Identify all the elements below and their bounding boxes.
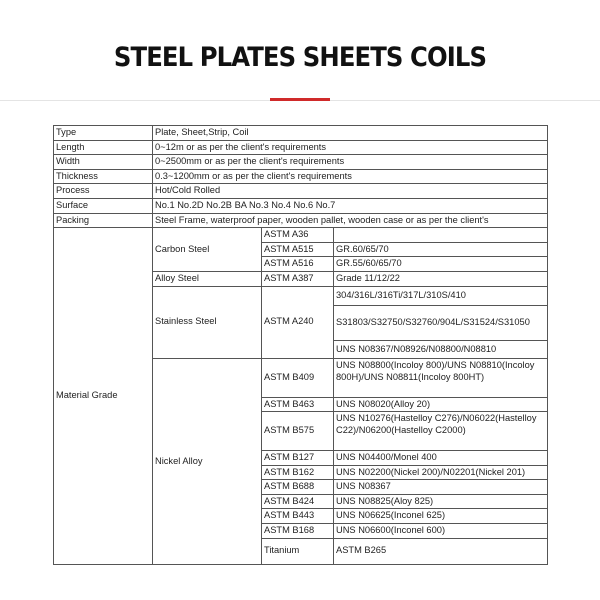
standard-cell: ASTM B127 (262, 451, 334, 466)
standard-cell: ASTM B463 (262, 397, 334, 412)
category-stainless-steel: Stainless Steel (153, 286, 262, 358)
standard-cell: ASTM B688 (262, 480, 334, 495)
spec-table (53, 125, 548, 565)
grade-cell: Grade 11/12/22 (334, 271, 548, 286)
spec-value: No.1 No.2D No.2B BA No.3 No.4 No.6 No.7 (153, 198, 548, 213)
grade-cell: UNS N04400/Monel 400 (334, 451, 548, 466)
spec-label: Type (54, 126, 153, 141)
grade-cell: UNS N06600(Inconel 600) (334, 524, 548, 539)
table-row (54, 140, 548, 155)
spec-label: Width (54, 155, 153, 170)
category-titanium: Titanium (262, 538, 334, 564)
table-row (54, 228, 548, 243)
spec-value: 0.3~1200mm or as per the client's requirements (153, 169, 548, 184)
spec-label: Process (54, 184, 153, 199)
standard-cell: ASTM B424 (262, 494, 334, 509)
standard-cell: ASTM A516 (262, 257, 334, 272)
standard-cell: ASTM A36 (262, 228, 334, 243)
grade-cell: S31803/S32750/S32760/904L/S31524/S31050 (334, 306, 548, 341)
standard-cell: ASTM B168 (262, 524, 334, 539)
material-grade-label: Material Grade (54, 228, 153, 565)
spec-value: 0~12m or as per the client's requirements (153, 140, 548, 155)
table-row (54, 155, 548, 170)
table-row (54, 126, 548, 141)
table-row (54, 213, 548, 228)
spec-label: Thickness (54, 169, 153, 184)
spec-label: Packing (54, 213, 153, 228)
grade-cell: UNS N08825(Aloy 825) (334, 494, 548, 509)
standard-cell: ASTM A240 (262, 286, 334, 358)
grade-cell: GR.60/65/70 (334, 242, 548, 257)
table-row (54, 169, 548, 184)
standard-cell: ASTM B409 (262, 358, 334, 397)
grade-cell: UNS N08800(Incoloy 800)/UNS N08810(Incoloy 800H)/UNS N08811(Incoloy 800HT) (334, 358, 548, 397)
standard-cell: ASTM B575 (262, 412, 334, 451)
grade-cell: UNS N10276(Hastelloy C276)/N06022(Hastelloy C22)/N06200(Hastelloy C2000) (334, 412, 548, 451)
standard-cell: ASTM A515 (262, 242, 334, 257)
grade-cell (334, 228, 548, 243)
grade-cell: GR.55/60/65/70 (334, 257, 548, 272)
category-alloy-steel: Alloy Steel (153, 271, 262, 286)
spec-value: Hot/Cold Rolled (153, 184, 548, 199)
category-nickel-alloy: Nickel Alloy (153, 358, 262, 564)
grade-cell: UNS N02200(Nickel 200)/N02201(Nickel 201) (334, 465, 548, 480)
spec-value: 0~2500mm or as per the client's requirements (153, 155, 548, 170)
standard-cell: ASTM B443 (262, 509, 334, 524)
spec-label: Surface (54, 198, 153, 213)
standard-cell: ASTM B265 (334, 538, 548, 564)
spec-value: Plate, Sheet,Strip, Coil (153, 126, 548, 141)
table-row (54, 198, 548, 213)
category-carbon-steel: Carbon Steel (153, 228, 262, 272)
spec-value: Steel Frame, waterproof paper, wooden pallet, wooden case or as per the client's (153, 213, 548, 228)
standard-cell: ASTM B162 (262, 465, 334, 480)
grade-cell: UNS N06625(Inconel 625) (334, 509, 548, 524)
standard-cell: ASTM A387 (262, 271, 334, 286)
grade-cell: UNS N08367 (334, 480, 548, 495)
page-title: STEEL PLATES SHEETS COILS (113, 42, 487, 73)
grade-cell: UNS N08367/N08926/N08800/N08810 (334, 341, 548, 359)
table-row (54, 184, 548, 199)
grade-cell: UNS N08020(Alloy 20) (334, 397, 548, 412)
grade-cell: 304/316L/316Ti/317L/310S/410 (334, 286, 548, 306)
title-accent-bar (270, 98, 330, 101)
spec-label: Length (54, 140, 153, 155)
